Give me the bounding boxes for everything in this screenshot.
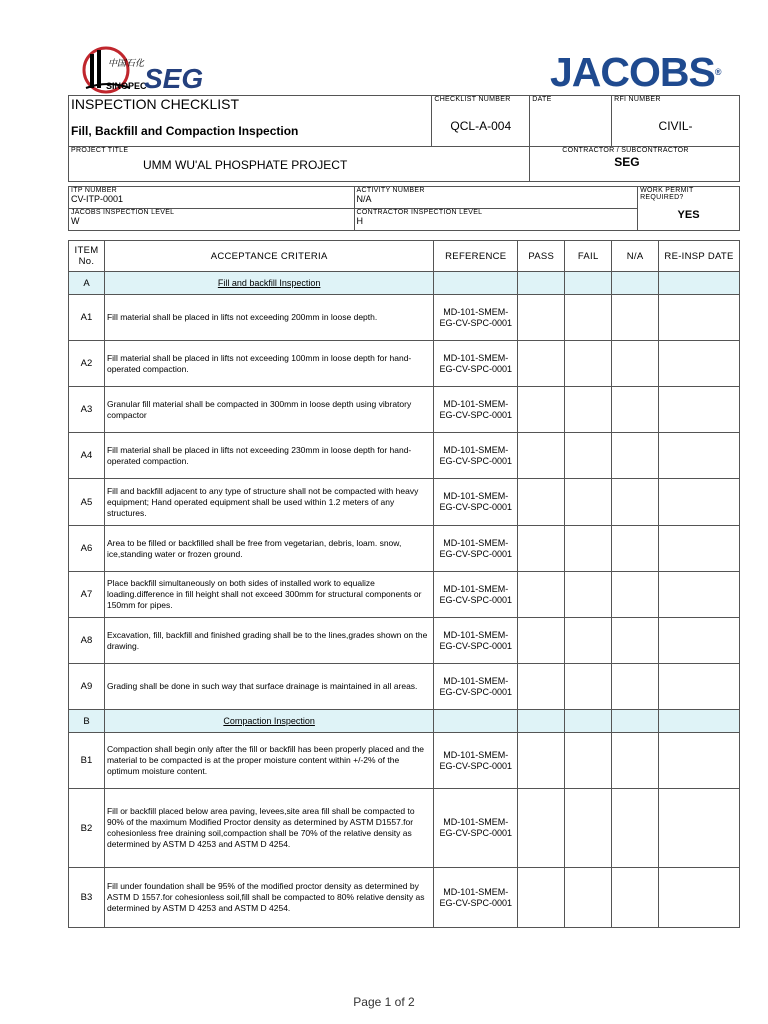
na-checkbox[interactable] (612, 526, 659, 572)
project-title: UMM WU'AL PHOSPHATE PROJECT (143, 158, 348, 172)
acceptance-criteria: Grading shall be done in such way that surface drainage is maintained in all areas. (104, 664, 433, 710)
na-checkbox[interactable] (612, 479, 659, 526)
reference: MD-101-SMEM-EG-CV-SPC-0001 (434, 433, 518, 479)
pass-checkbox[interactable] (518, 479, 565, 526)
reference: MD-101-SMEM-EG-CV-SPC-0001 (434, 387, 518, 433)
section-id: B (69, 710, 105, 733)
checklist-row (69, 733, 740, 789)
reference: MD-101-SMEM-EG-CV-SPC-0001 (434, 618, 518, 664)
pass-checkbox[interactable] (518, 433, 565, 479)
pass-checkbox[interactable] (518, 618, 565, 664)
col-pass: PASS (518, 241, 565, 272)
acceptance-criteria: Excavation, fill, backfill and finished grading shall be to the lines,grades shown on the drawing. (104, 618, 433, 664)
reinsp-date-field[interactable] (659, 479, 740, 526)
acceptance-criteria: Fill material shall be placed in lifts not exceeding 100mm in loose depth for hand-operated compaction. (104, 341, 433, 387)
checklist-header (68, 95, 740, 187)
pass-checkbox[interactable] (518, 526, 565, 572)
na-checkbox[interactable] (612, 868, 659, 928)
jacobs-level-cell (69, 209, 355, 231)
section-ref-blank (434, 710, 518, 733)
checklist-number-cell (432, 96, 530, 147)
checklist-row (69, 433, 740, 479)
reinsp-date-field[interactable] (659, 433, 740, 479)
pass-checkbox[interactable] (518, 295, 565, 341)
reinsp-date-field[interactable] (659, 618, 740, 664)
na-checkbox[interactable] (612, 433, 659, 479)
section-fail-blank (565, 272, 612, 295)
pass-checkbox[interactable] (518, 868, 565, 928)
pass-checkbox[interactable] (518, 387, 565, 433)
section-fail-blank (565, 710, 612, 733)
section-title: Compaction Inspection (104, 710, 433, 733)
acceptance-criteria: Fill or backfill placed below area paving, levees,site area fill shall be compacted to 90% of the maximum Modified Proctor density as determined by ASTM D1557.for cohesionless free draining soil,compaction shall be 70% of the relative density as determined by ASTM D 4253 and ASTM D 4254. (104, 789, 433, 868)
registered-mark: ® (714, 67, 722, 77)
checklist-number: QCL-A-004 (450, 119, 512, 133)
item-number: A4 (69, 433, 105, 479)
reference: MD-101-SMEM-EG-CV-SPC-0001 (434, 572, 518, 618)
na-checkbox[interactable] (612, 572, 659, 618)
section-reinsp-blank (659, 710, 740, 733)
col-reinsp: RE-INSP DATE (659, 241, 740, 272)
jacobs-level-label: JACOBS INSPECTION LEVEL (71, 209, 175, 216)
section-ref-blank (434, 272, 518, 295)
section-na-blank (612, 710, 659, 733)
checklist-row (69, 387, 740, 433)
reinsp-date-field[interactable] (659, 295, 740, 341)
item-number: A1 (69, 295, 105, 341)
contractor-level-cell (354, 209, 638, 231)
fail-checkbox[interactable] (565, 526, 612, 572)
na-checkbox[interactable] (612, 664, 659, 710)
acceptance-criteria: Place backfill simultaneously on both sides of installed work to equalize loading.difference in fill height shall not exceed 300mm for structural components or 150mm for pipes. (104, 572, 433, 618)
fail-checkbox[interactable] (565, 733, 612, 789)
section-row (69, 710, 740, 733)
date-cell (530, 96, 612, 147)
section-id: A (69, 272, 105, 295)
section-na-blank (612, 272, 659, 295)
checklist-row (69, 664, 740, 710)
checklist-number-label: CHECKLIST NUMBER (434, 96, 511, 103)
sinopec-seg-logo (78, 46, 238, 96)
project-title-label: PROJECT TITLE (71, 147, 129, 154)
checklist-row (69, 341, 740, 387)
item-number: A5 (69, 479, 105, 526)
reference: MD-101-SMEM-EG-CV-SPC-0001 (434, 479, 518, 526)
checklist-row (69, 295, 740, 341)
item-number: B3 (69, 868, 105, 928)
col-fail: FAIL (565, 241, 612, 272)
na-checkbox[interactable] (612, 618, 659, 664)
column-header-row (69, 241, 740, 272)
na-checkbox[interactable] (612, 341, 659, 387)
na-checkbox[interactable] (612, 387, 659, 433)
col-reference: REFERENCE (434, 241, 518, 272)
item-number: A6 (69, 526, 105, 572)
reinsp-date-field[interactable] (659, 868, 740, 928)
reference: MD-101-SMEM-EG-CV-SPC-0001 (434, 733, 518, 789)
activity-label: ACTIVITY NUMBER (356, 187, 425, 194)
reference: MD-101-SMEM-EG-CV-SPC-0001 (434, 341, 518, 387)
pass-checkbox[interactable] (518, 341, 565, 387)
item-number: A8 (69, 618, 105, 664)
activity-cell (354, 187, 638, 209)
reinsp-date-field[interactable] (659, 664, 740, 710)
fail-checkbox[interactable] (565, 433, 612, 479)
itp-value: CV-ITP-0001 (71, 194, 124, 204)
checklist-header-levels (68, 186, 740, 231)
rfi-label: RFI NUMBER (614, 96, 661, 103)
rfi-cell (612, 96, 740, 147)
checklist-row (69, 868, 740, 928)
reinsp-date-field[interactable] (659, 387, 740, 433)
contractor-cell (530, 147, 740, 182)
item-number: A2 (69, 341, 105, 387)
contractor-value: SEG (614, 155, 640, 169)
doc-title-cell (69, 96, 432, 117)
reinsp-date-field[interactable] (659, 789, 740, 868)
fail-checkbox[interactable] (565, 572, 612, 618)
col-na: N/A (612, 241, 659, 272)
fail-checkbox[interactable] (565, 479, 612, 526)
acceptance-criteria: Fill under foundation shall be 95% of the modified proctor density as determined by ASTM D 1557.for cohesionless soil,fill shall be compacted to 80% relative density as determined by ASTM D 4253 and ASTM D 4254. (104, 868, 433, 928)
col-criteria: ACCEPTANCE CRITERIA (104, 241, 433, 272)
seg-label: SEG (144, 63, 204, 94)
contractor-level-value: H (356, 216, 364, 226)
sinopec-emblem-icon (78, 46, 238, 96)
project-title-cell (69, 147, 530, 182)
rfi-value: CIVIL- (658, 119, 693, 133)
fail-checkbox[interactable] (565, 618, 612, 664)
item-number: A7 (69, 572, 105, 618)
section-title: Fill and backfill Inspection (104, 272, 433, 295)
na-checkbox[interactable] (612, 733, 659, 789)
date-label: DATE (532, 96, 552, 103)
fail-checkbox[interactable] (565, 664, 612, 710)
item-number: B1 (69, 733, 105, 789)
reinsp-date-field[interactable] (659, 526, 740, 572)
pass-checkbox[interactable] (518, 572, 565, 618)
permit-cell (638, 187, 740, 231)
doc-title: INSPECTION CHECKLIST (71, 96, 240, 112)
fail-checkbox[interactable] (565, 295, 612, 341)
itp-label: ITP NUMBER (71, 187, 118, 194)
pass-checkbox[interactable] (518, 733, 565, 789)
fail-checkbox[interactable] (565, 789, 612, 868)
acceptance-criteria: Granular fill material shall be compacted in 300mm in loose depth using vibratory compactor (104, 387, 433, 433)
itp-cell (69, 187, 355, 209)
permit-value: YES (677, 209, 700, 221)
doc-subtitle: Fill, Backfill and Compaction Inspection (71, 124, 299, 138)
reinsp-date-field[interactable] (659, 572, 740, 618)
fail-checkbox[interactable] (565, 387, 612, 433)
na-checkbox[interactable] (612, 295, 659, 341)
sinopec-label: SINOPEC (106, 81, 147, 91)
pass-checkbox[interactable] (518, 664, 565, 710)
checklist-row (69, 618, 740, 664)
doc-subtitle-cell (69, 116, 432, 147)
jacobs-logo-text: JACOBS (550, 49, 715, 95)
reference: MD-101-SMEM-EG-CV-SPC-0001 (434, 664, 518, 710)
section-pass-blank (518, 710, 565, 733)
svg-text:中国石化: 中国石化 (108, 59, 145, 69)
jacobs-level-value: W (71, 216, 80, 226)
reference: MD-101-SMEM-EG-CV-SPC-0001 (434, 526, 518, 572)
permit-label: WORK PERMIT REQUIRED? (640, 187, 694, 201)
checklist-table (68, 240, 740, 928)
na-checkbox[interactable] (612, 789, 659, 868)
reference: MD-101-SMEM-EG-CV-SPC-0001 (434, 295, 518, 341)
reinsp-date-field[interactable] (659, 341, 740, 387)
acceptance-criteria: Fill material shall be placed in lifts not exceeding 200mm in loose depth. (104, 295, 433, 341)
item-number: A3 (69, 387, 105, 433)
checklist-row (69, 572, 740, 618)
acceptance-criteria: Fill material shall be placed in lifts not exceeding 230mm in loose depth for hand-operated compaction. (104, 433, 433, 479)
fail-checkbox[interactable] (565, 341, 612, 387)
acceptance-criteria: Area to be filled or backfilled shall be free from vegetarian, debris, loam. snow, ice,standing water or frozen ground. (104, 526, 433, 572)
reinsp-date-field[interactable] (659, 733, 740, 789)
acceptance-criteria: Compaction shall begin only after the fill or backfill has been properly placed and the material to be compacted is at the proper moisture content within +/-2% of the optimum moisture content. (104, 733, 433, 789)
pass-checkbox[interactable] (518, 789, 565, 868)
checklist-row (69, 526, 740, 572)
contractor-label: CONTRACTOR / SUBCONTRACTOR (562, 147, 689, 154)
jacobs-logo (550, 49, 738, 95)
section-pass-blank (518, 272, 565, 295)
contractor-level-label: CONTRACTOR INSPECTION LEVEL (356, 209, 483, 216)
reference: MD-101-SMEM-EG-CV-SPC-0001 (434, 789, 518, 868)
col-item: ITEM No. (69, 241, 105, 272)
item-number: A9 (69, 664, 105, 710)
reference: MD-101-SMEM-EG-CV-SPC-0001 (434, 868, 518, 928)
section-row (69, 272, 740, 295)
activity-value: N/A (356, 194, 372, 204)
fail-checkbox[interactable] (565, 868, 612, 928)
checklist-row (69, 789, 740, 868)
acceptance-criteria: Fill and backfill adjacent to any type of structure shall not be compacted with heavy equipment; Hand operated equipment shall be used within 1.2 meters of any structures. (104, 479, 433, 526)
item-number: B2 (69, 789, 105, 868)
section-reinsp-blank (659, 272, 740, 295)
checklist-row (69, 479, 740, 526)
page-number: Page 1 of 2 (353, 995, 415, 1009)
